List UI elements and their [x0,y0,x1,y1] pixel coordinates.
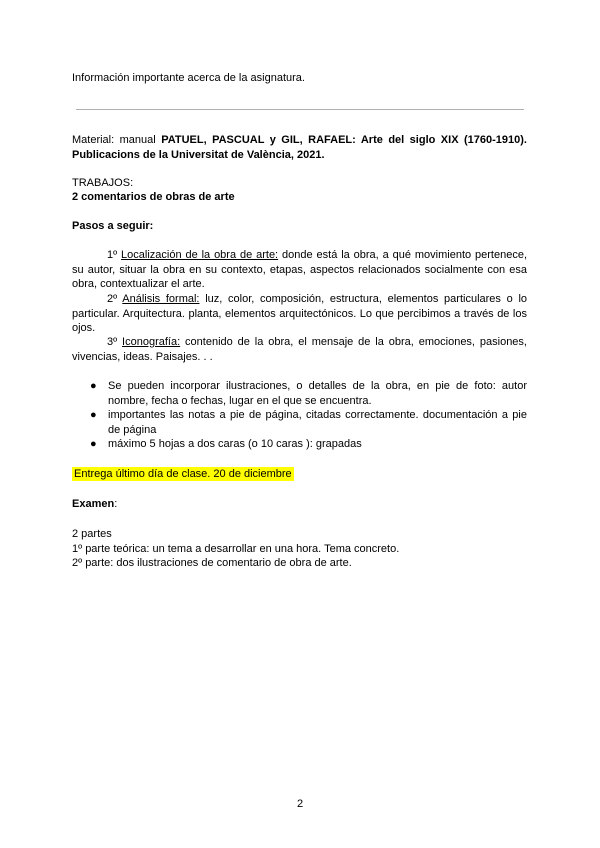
list-item [72,437,527,452]
list-item-text: Se pueden incorporar ilustraciones, o detalles de la obra, en pie de foto: autor nombre, fecha o fechas, lugar en el que se encuentra. [108,380,527,407]
material-reference: PATUEL, PASCUAL y GIL, RAFAEL: Arte del siglo XIX (1760-1910). Publicacions de la Universitat de València, 2021. [72,134,527,161]
trabajos-subheading: 2 comentarios de obras de arte [72,191,235,203]
list-item-text: importantes las notas a pie de página, citadas correctamente. documentación a pie de página [108,409,527,436]
step-1 [72,248,527,292]
step-term: Análisis formal: [122,293,200,305]
bullet-icon: ● [90,409,97,421]
step-text: contenido de la obra, el mensaje de la obra, emociones, pasiones, vivencias, ideas. Paisajes. . . [72,336,527,363]
pasos-title: Pasos a seguir: [72,220,154,232]
step-number: 3º [107,336,118,348]
step-2 [72,292,527,336]
examen-part-2: 2º parte: dos ilustraciones de comentario de obra de arte. [72,557,352,569]
intro-text: Información importante acerca de la asignatura. [72,72,305,84]
examen-parts-label: 2 partes [72,528,112,540]
list-item [72,408,527,437]
bullet-list [72,379,527,452]
examen-part-1: 1º parte teórica: un tema a desarrollar en una hora. Tema concreto. [72,543,400,555]
step-number: 1º [107,249,118,261]
material-label: Material: manual [72,134,156,146]
step-text: luz, color, composición, estructura, elementos particulares o lo particular. Arquitectura. planta, elementos arquitectónicos. Lo que percibimos a través de los ojos. [72,293,528,334]
bullet-icon: ● [90,438,97,450]
entrega-highlight: Entrega último día de clase. 20 de diciembre [74,468,292,480]
step-text: donde está la obra, a qué movimiento pertenece, su autor, situar la obra en su contexto, etapas, aspectos relacionados socialmente con esa obra, contextualizar el arte. [72,249,527,290]
material-paragraph [72,133,527,162]
step-term: Localización de la obra de arte: [121,249,279,261]
list-item [72,379,527,408]
step-term: Iconografía: [122,336,181,348]
examen-heading [72,497,117,512]
page-number: 2 [296,798,304,810]
step-3 [72,335,527,364]
step-number: 2º [107,293,118,305]
bullet-icon: ● [90,380,97,392]
horizontal-divider [76,109,524,110]
examen-colon: : [114,498,118,510]
trabajos-heading: TRABAJOS: [72,177,134,189]
entrega-line [72,467,294,482]
list-item-text: máximo 5 hojas a dos caras (o 10 caras ): grapadas [108,438,362,450]
examen-title: Examen [72,498,115,510]
